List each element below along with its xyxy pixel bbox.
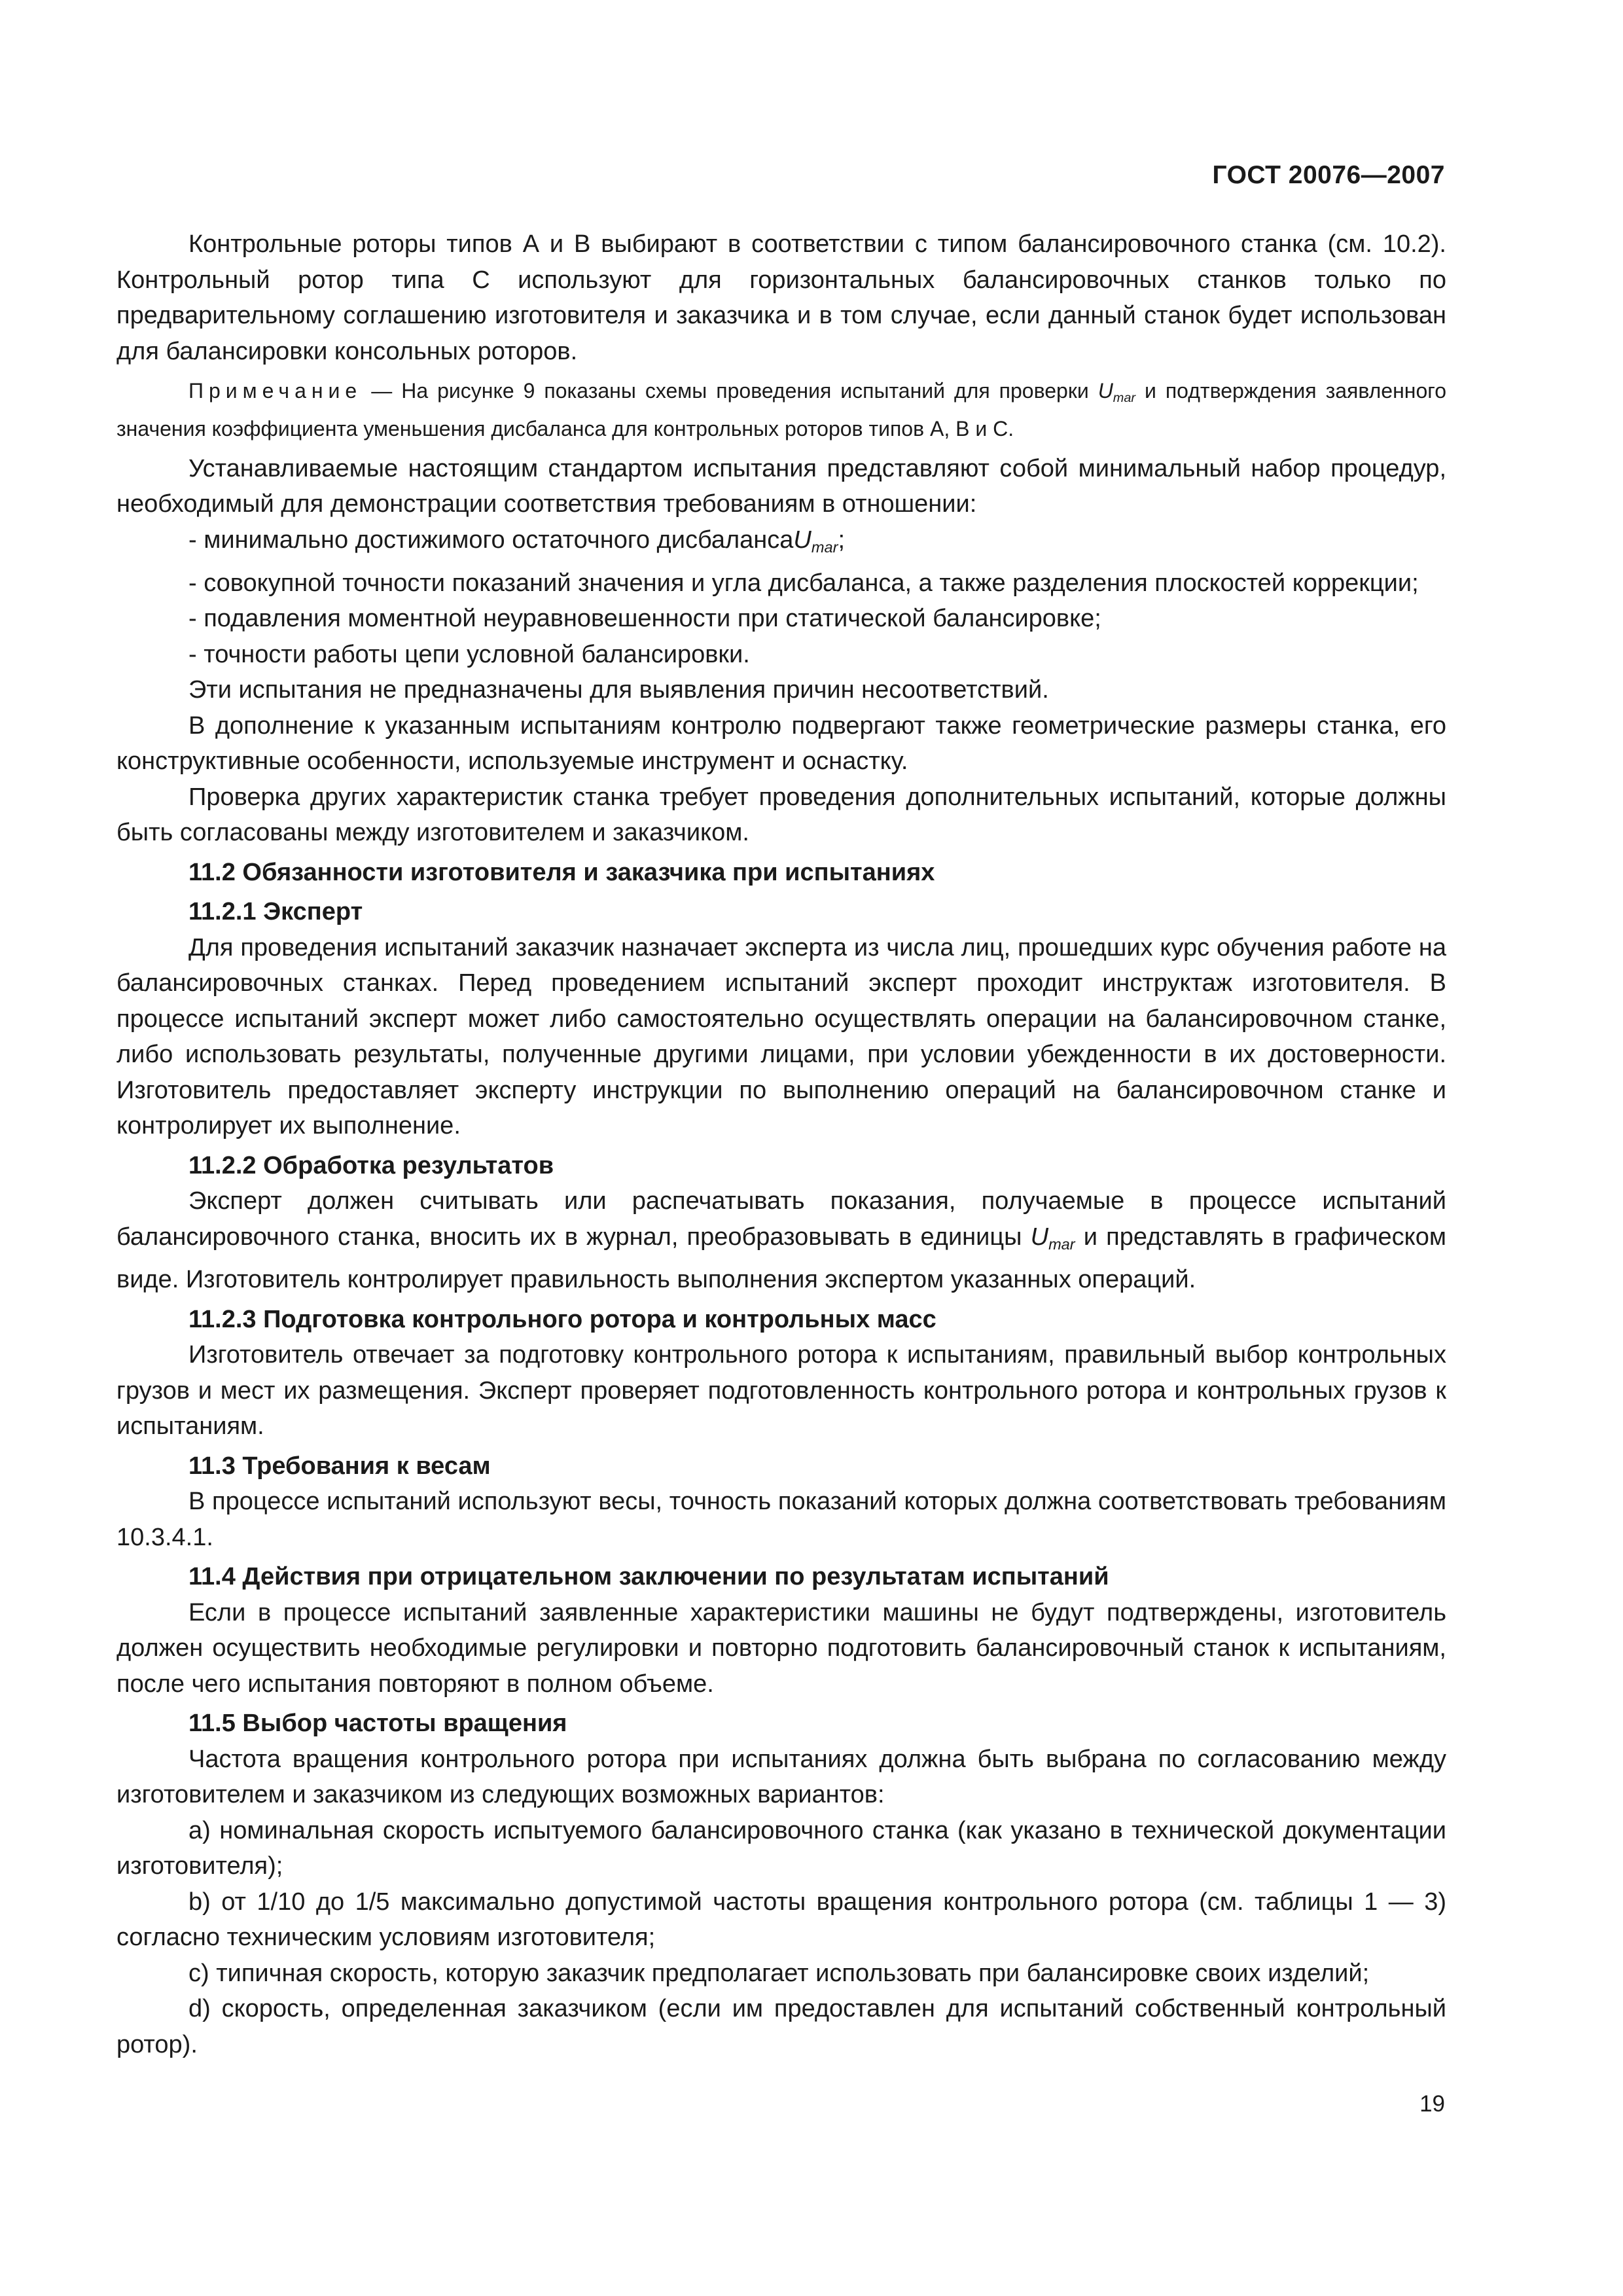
umar-subscript: mar: [811, 539, 838, 556]
list-item: c) типичная скорость, которую заказчик предполагает использовать при балансировке своих изделий;: [188, 1959, 1370, 1987]
list-item: [116, 522, 1446, 565]
list-item-text: - минимально достижимого остаточного дисбаланса: [188, 526, 794, 554]
page-body: [116, 226, 1446, 2062]
section-heading-11-2: 11.2 Обязанности изготовителя и заказчика при испытаниях: [188, 858, 935, 886]
section-heading-11-5: 11.5 Выбор частоты вращения: [188, 1710, 567, 1738]
list-item: d) скорость, определенная заказчиком (если им предоставлен для испытаний собственный контрольный ротор).: [116, 1995, 1446, 2058]
paragraph: Устанавливаемые настоящим стандартом испытания представляют собой минимальный набор процедур, необходимый для демонстрации соответствия требованиям в отношении:: [116, 454, 1446, 518]
list-item: - точности работы цепи условной балансировки.: [188, 640, 750, 668]
list-item: а) номинальная скорость испытуемого балансировочного станка (как указано в технической документации изготовителя);: [116, 1816, 1446, 1880]
umar-symbol: U: [1097, 379, 1113, 403]
list-item: - совокупной точности показаний значения и угла дисбаланса, а также разделения плоскостей коррекции;: [188, 569, 1419, 597]
paragraph: Эти испытания не предназначены для выявления причин несоответствий.: [188, 676, 1049, 704]
section-heading-11-2-1: 11.2.1 Эксперт: [188, 898, 363, 925]
page-number: 19: [1419, 2091, 1445, 2117]
list-item-punct: ;: [838, 526, 845, 554]
section-heading-11-2-2: 11.2.2 Обработка результатов: [188, 1151, 554, 1179]
page-header-standard: ГОСТ 20076—2007: [1212, 161, 1445, 189]
paragraph-text-start: Эксперт должен считывать или распечатывать показания, получаемые в процессе испытаний балансировочного станка, вносить их в журнал, преобразовывать в единицы: [116, 1187, 1446, 1251]
note-text-end: и подтверждения заявленного значения коэффициента уменьшения дисбаланса для контрольных роторов типов А, В и С.: [116, 379, 1446, 440]
paragraph: Проверка других характеристик станка требует проведения дополнительных испытаний, которые должны быть согласованы между изготовителем и заказчиком.: [116, 783, 1446, 846]
section-heading-11-2-3: 11.2.3 Подготовка контрольного ротора и контрольных масс: [188, 1305, 936, 1333]
paragraph: Если в процессе испытаний заявленные характеристики машины не будут подтверждены, изготовитель должен осуществить необходимые регулировки и повторно подготовить балансировочный станок к испытаниям, после чего испытания повторяют в полном объеме.: [116, 1598, 1446, 1698]
umar-symbol: U: [793, 526, 812, 554]
paragraph: Для проведения испытаний заказчик назначает эксперта из числа лиц, прошедших курс обучения работе на балансировочных станках. Перед проведением испытаний эксперт проходит инструктаж изготовителя. В процессе испытаний эксперт может либо самостоятельно осуществлять операции на балансировочном станке, либо использовать результаты, полученные другими лицами, при условии убежденности в их достоверности. Изготовитель предоставляет эксперту инструкции по выполнению операций на балансировочном станке и контролирует их выполнение.: [116, 933, 1446, 1139]
umar-subscript: mar: [1048, 1235, 1075, 1253]
note-text-start: — На рисунке 9 показаны схемы проведения испытаний для проверки: [362, 379, 1098, 403]
note: [116, 376, 1446, 444]
section-heading-11-4: 11.4 Действия при отрицательном заключении по результатам испытаний: [188, 1563, 1109, 1591]
list-item: - подавления моментной неуравновешенности при статической балансировке;: [188, 605, 1101, 632]
paragraph: Частота вращения контрольного ротора при испытаниях должна быть выбрана по согласованию между изготовителем и заказчиком из следующих возможных вариантов:: [116, 1745, 1446, 1809]
list-item: b) от 1/10 до 1/5 максимально допустимой частоты вращения контрольного ротора (см. таблицы 1 — 3) согласно техническим условиям изготовителя;: [116, 1888, 1446, 1952]
paragraph: Контрольные роторы типов А и В выбирают в соответствии с типом балансировочного станка (см. 10.2). Контрольный ротор типа С используют для горизонтальных балансировочных станков только по предварительному соглашению изготовителя и заказчика и в том случае, если данный станок будет использован для балансировки консольных роторов.: [116, 230, 1446, 365]
paragraph: Изготовитель отвечает за подготовку контрольного ротора к испытаниям, правильный выбор контрольных грузов и мест их размещения. Эксперт проверяет подготовленность контрольного ротора и контрольных грузов к испытаниям.: [116, 1341, 1446, 1441]
paragraph-text-end: и представлять в графическом виде. Изготовитель контролирует правильность выполнения экспертом указанных операций.: [116, 1223, 1446, 1294]
umar-subscript: mar: [1113, 390, 1135, 405]
paragraph: В процессе испытаний используют весы, точность показаний которых должна соответствовать требованиям 10.3.4.1.: [116, 1488, 1446, 1551]
umar-symbol: U: [1030, 1223, 1049, 1251]
section-heading-11-3: 11.3 Требования к весам: [188, 1452, 491, 1480]
paragraph: В дополнение к указанным испытаниям контролю подвергают также геометрические размеры станка, его конструктивные особенности, используемые инструмент и оснастку.: [116, 711, 1446, 775]
paragraph: [116, 1183, 1446, 1298]
note-label: Примечание: [188, 379, 363, 403]
